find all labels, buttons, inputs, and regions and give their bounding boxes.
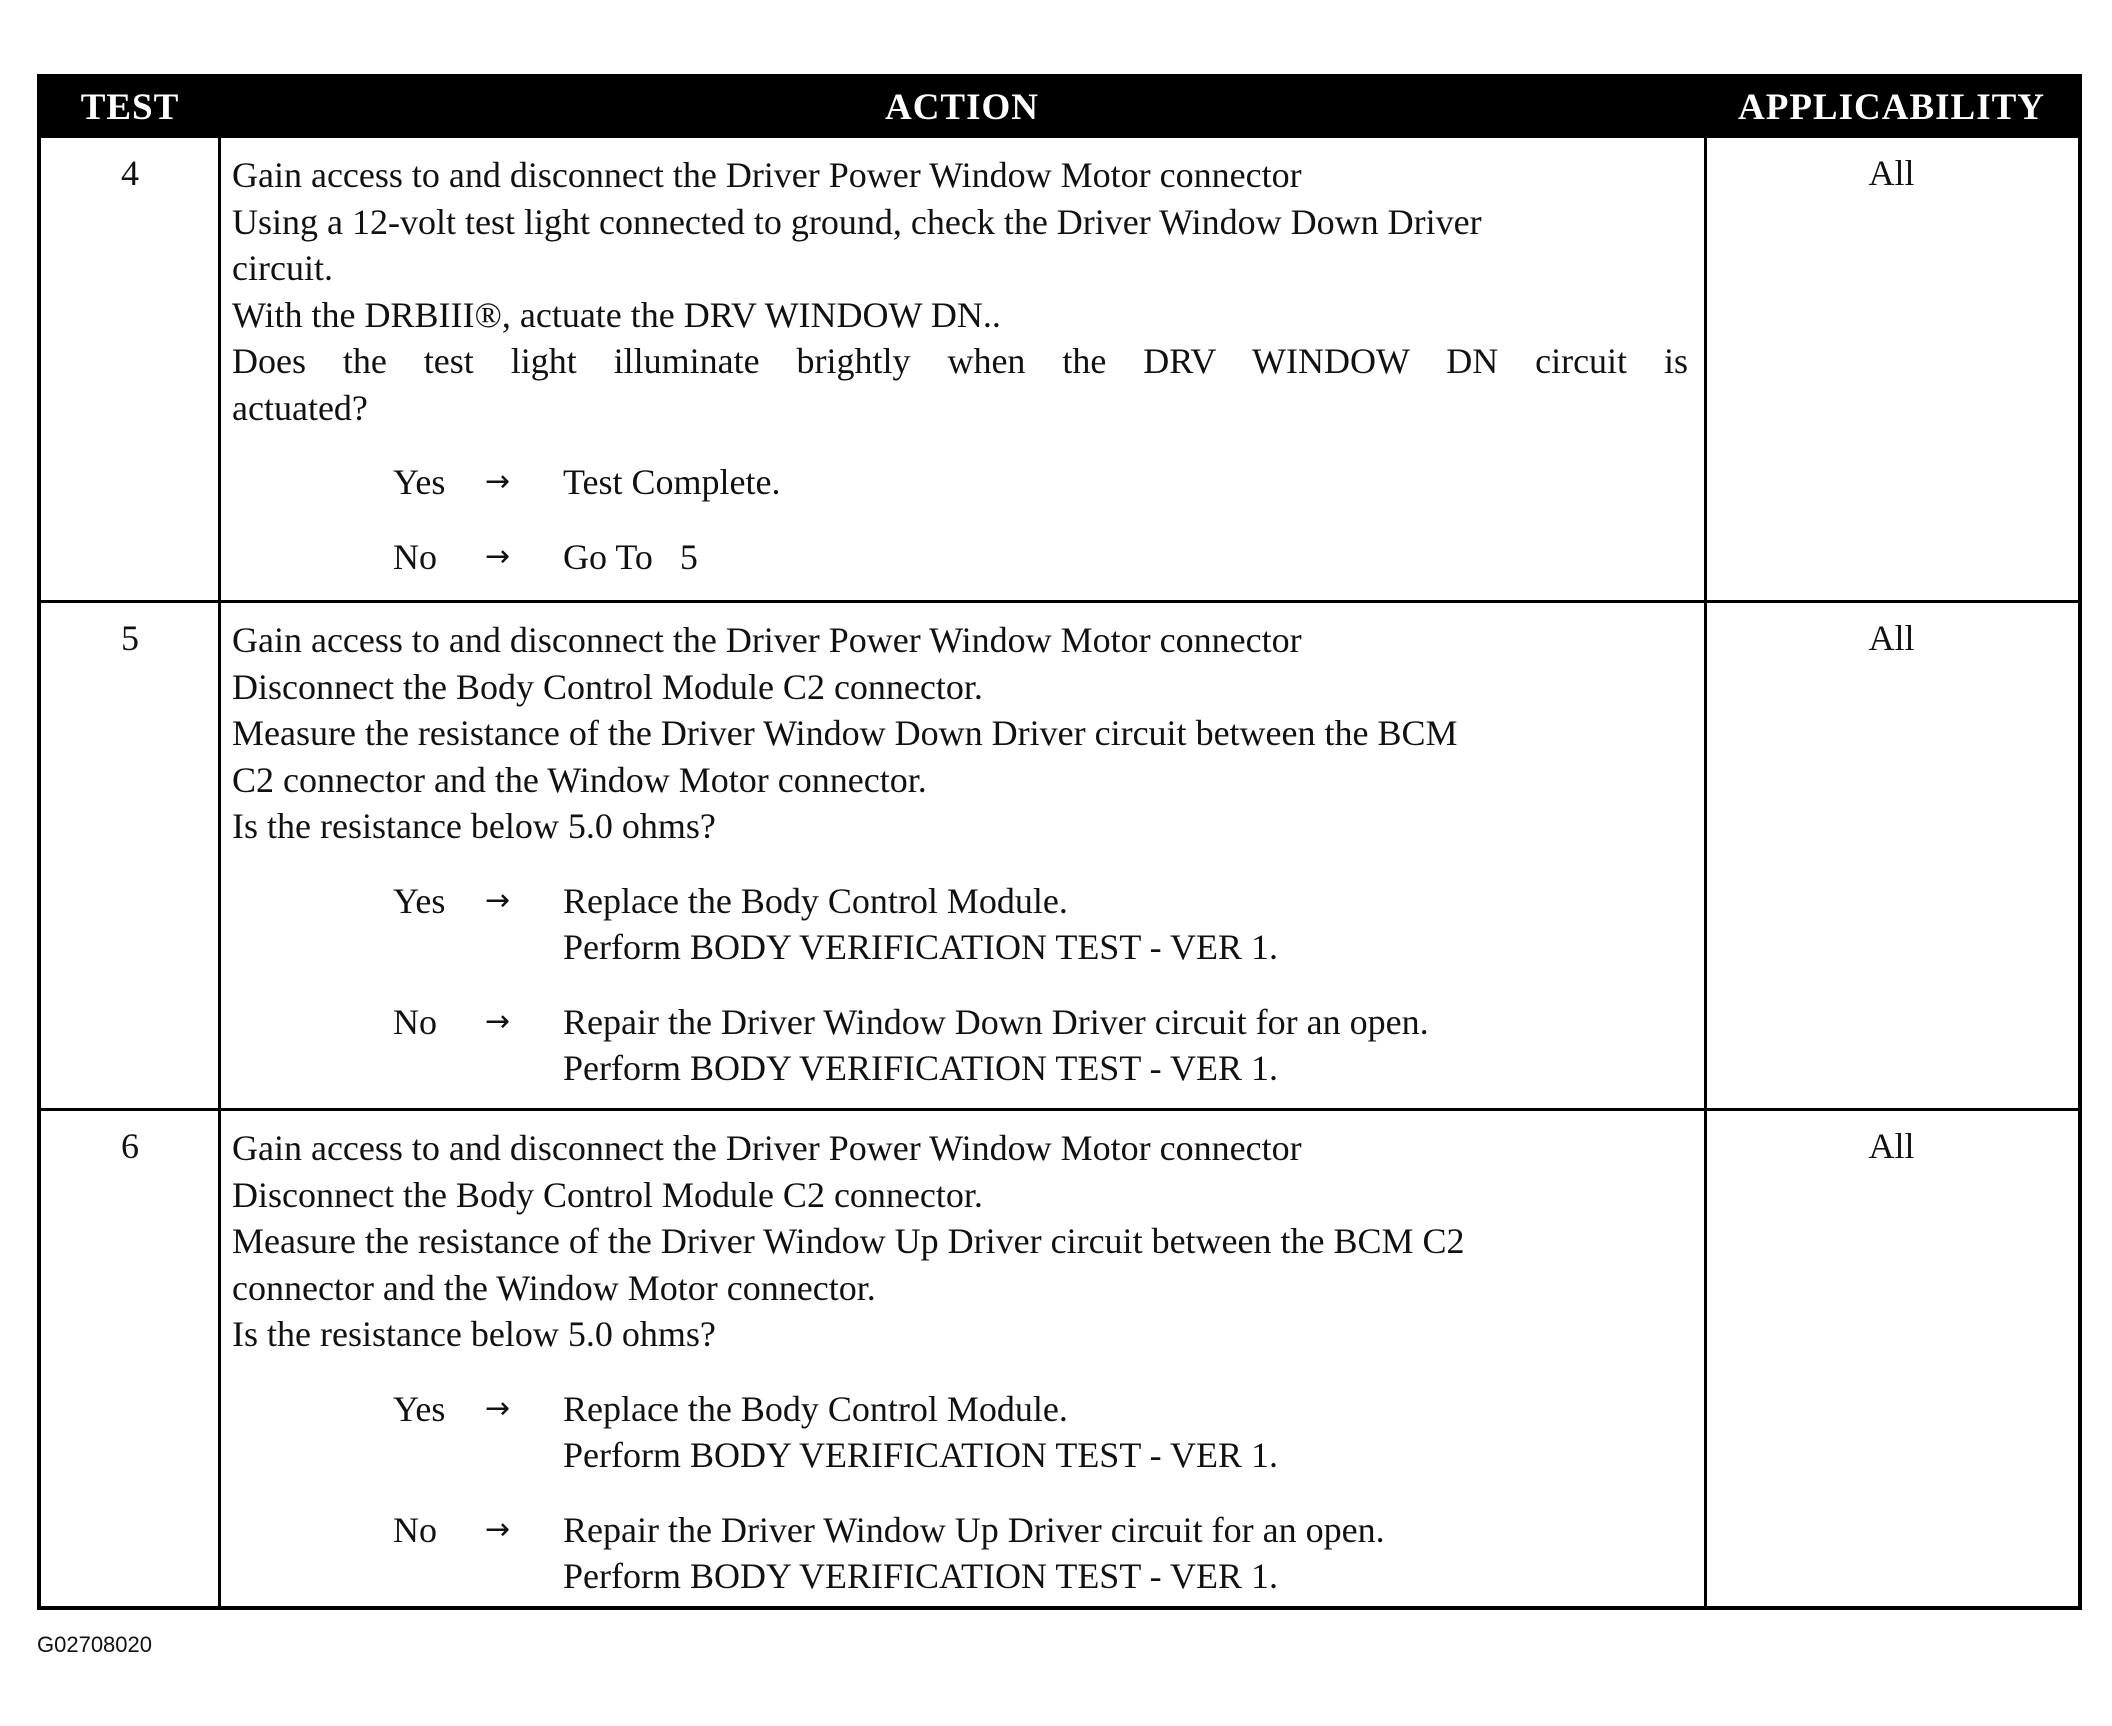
no-label: No <box>393 1509 437 1550</box>
result-line: Go To 5 <box>563 536 698 577</box>
yes-result <box>563 459 1694 506</box>
result-line: Perform BODY VERIFICATION TEST - VER 1. <box>563 1048 1279 1088</box>
action-line: Gain access to and disconnect the Driver Power Window Motor connector <box>232 155 1302 195</box>
applicability-value: All <box>1868 153 1915 193</box>
result-line: Replace the Body Control Module. <box>563 880 1068 921</box>
result-line: Repair the Driver Window Down Driver circuit for an open. <box>563 1001 1429 1042</box>
applicability-value: All <box>1868 1126 1915 1166</box>
action-line: circuit. <box>232 248 333 288</box>
action-line: Is the resistance below 5.0 ohms? <box>232 1314 716 1354</box>
action-line: actuated? <box>232 387 368 428</box>
result-line: Perform BODY VERIFICATION TEST - VER 1. <box>563 1556 1279 1596</box>
action-line: Disconnect the Body Control Module C2 connector. <box>232 1174 983 1215</box>
yes-label: Yes <box>393 880 446 921</box>
header-test: TEST <box>80 87 180 128</box>
table-row <box>41 1108 2078 1606</box>
result-line: Replace the Body Control Module. <box>563 1388 1068 1429</box>
branches <box>232 1386 1694 1600</box>
action-line: Gain access to and disconnect the Driver Power Window Motor connector <box>232 1128 1302 1168</box>
no-result <box>563 1507 1694 1600</box>
test-number: 6 <box>121 1126 139 1166</box>
action-line: Measure the resistance of the Driver Window Up Driver circuit between the BCM C2 <box>232 1221 1465 1261</box>
table-row <box>41 600 2078 1108</box>
action-line: Disconnect the Body Control Module C2 connector. <box>232 666 983 707</box>
result-line: Perform BODY VERIFICATION TEST - VER 1. <box>563 1435 1279 1475</box>
yes-label: Yes <box>393 1388 446 1429</box>
yes-branch <box>393 878 1694 971</box>
arrow-icon: → <box>485 464 511 499</box>
yes-branch <box>393 1386 1694 1479</box>
action-line: Is the resistance below 5.0 ohms? <box>232 806 716 846</box>
arrow-icon: → <box>485 1390 511 1426</box>
action-line: Gain access to and disconnect the Driver Power Window Motor connector <box>232 620 1302 660</box>
action-line: C2 connector and the Window Motor connector. <box>232 759 927 800</box>
branches <box>232 878 1694 1092</box>
no-branch <box>393 999 1694 1092</box>
result-line: Repair the Driver Window Up Driver circuit for an open. <box>563 1509 1385 1550</box>
result-line: Test Complete. <box>563 462 781 502</box>
header-action: ACTION <box>884 87 1040 128</box>
action-line: With the DRBIII®, actuate the DRV WINDOW DN.. <box>232 294 1001 335</box>
action-line: connector and the Window Motor connector. <box>232 1267 876 1308</box>
arrow-icon: → <box>485 1511 511 1547</box>
result-line: Perform BODY VERIFICATION TEST - VER 1. <box>563 927 1279 967</box>
figure-code: G02708020 <box>37 1632 152 1657</box>
yes-result <box>563 1386 1694 1479</box>
arrow-icon: → <box>485 538 511 574</box>
action-line: Using a 12-volt test light connected to ground, check the Driver Window Down Driver <box>232 201 1482 242</box>
action-cell <box>232 1125 1694 1600</box>
no-label: No <box>393 536 437 577</box>
no-result <box>563 999 1694 1092</box>
action-line: Measure the resistance of the Driver Window Down Driver circuit between the BCM <box>232 713 1458 753</box>
applicability-value: All <box>1868 618 1915 658</box>
test-number: 5 <box>121 618 139 658</box>
diagnostic-test-table <box>37 74 2082 1610</box>
test-number: 4 <box>121 153 139 193</box>
table-header <box>41 78 2078 138</box>
action-cell <box>232 617 1694 1092</box>
arrow-icon: → <box>485 882 511 918</box>
branches <box>232 459 1694 580</box>
yes-label: Yes <box>393 462 446 502</box>
no-branch <box>393 1507 1694 1600</box>
table-row <box>41 138 2078 600</box>
no-branch <box>393 534 1694 581</box>
action-line: Does the test light illuminate brightly when the DRV WINDOW DN circuit is <box>232 341 1688 381</box>
action-cell <box>232 152 1694 580</box>
no-result <box>563 534 1694 581</box>
no-label: No <box>393 1001 437 1042</box>
header-applicability: APPLICABILITY <box>1738 87 2045 128</box>
arrow-icon: → <box>485 1003 511 1039</box>
yes-result <box>563 878 1694 971</box>
yes-branch <box>393 459 1694 506</box>
